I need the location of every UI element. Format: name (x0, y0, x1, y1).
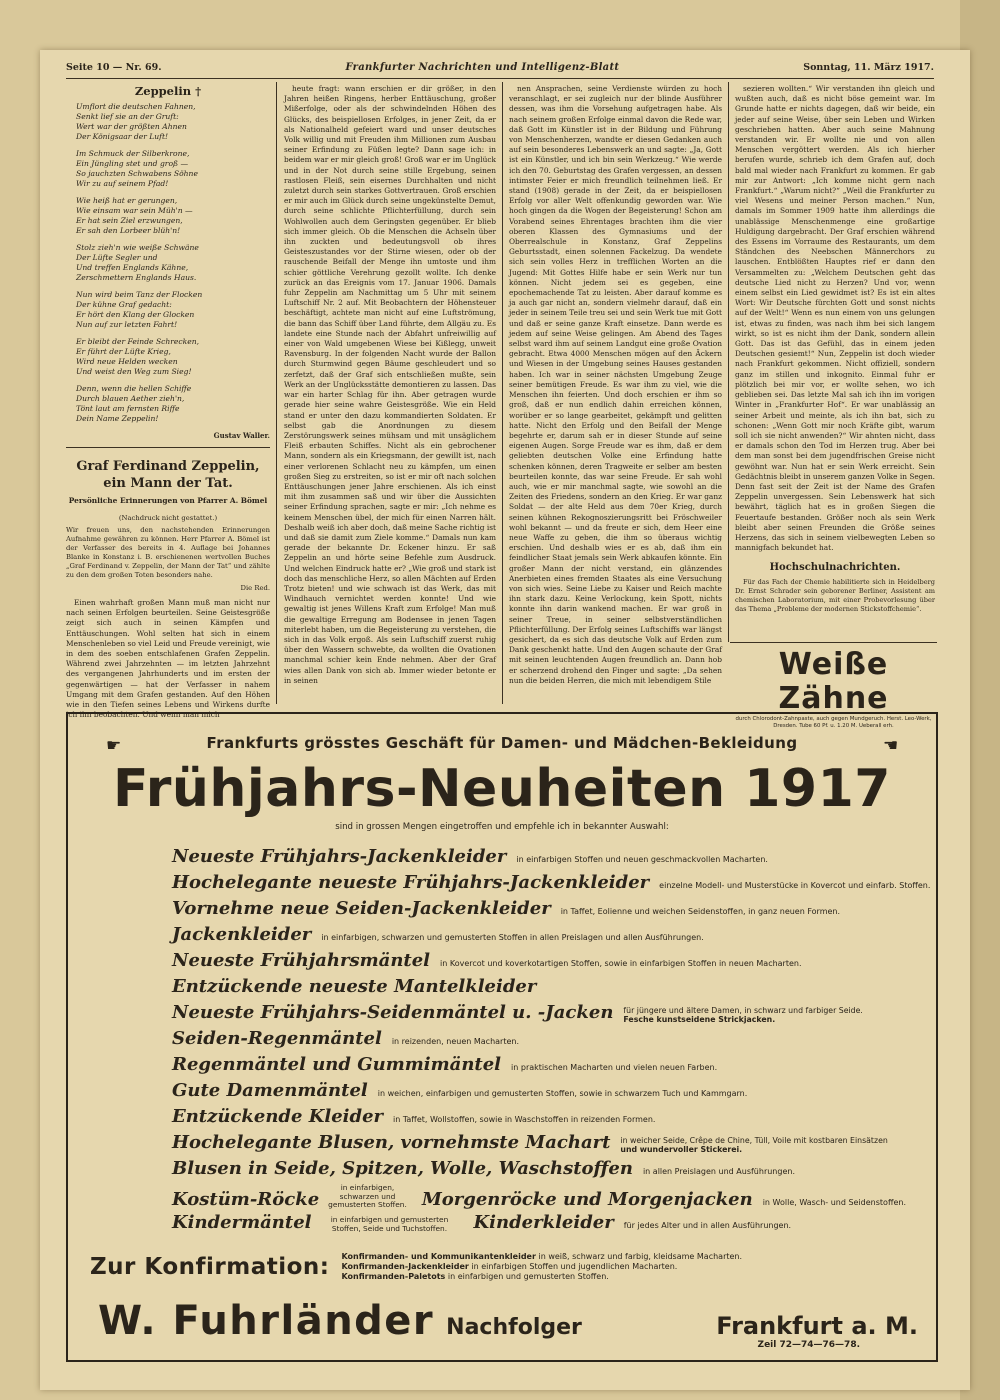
poem-line: Der Königsaar der Luft! (76, 132, 169, 142)
ad-item-desc: in Taffet, Wollstoffen, sowie in Waschstoffen in reizenden Formen. (393, 1115, 656, 1124)
poem-line: Nun auf zur letzten Fahrt! (76, 320, 178, 330)
ad-item-desc-line: und wundervoller Stickerei. (620, 1145, 743, 1154)
ad-item-name: Seiden-Regenmäntel (172, 1028, 382, 1049)
firm-suffix: Nachfolger (446, 1315, 582, 1340)
poem-author: Gustav Waller. (213, 431, 270, 441)
section-rule (66, 447, 270, 448)
pointing-hand-icon: ☛ (882, 736, 898, 756)
ad-item (172, 1158, 795, 1180)
ad-item-name: Entzückende Kleider (172, 1106, 383, 1127)
issue-date: Sonntag, 11. März 1917. (803, 61, 934, 73)
ad-tagline: Frankfurts grösstes Geschäft für Damen- und Mädchen-Bekleidung (206, 734, 798, 752)
ad-item-desc: in reizenden, neuen Macharten. (391, 1037, 520, 1046)
poem-line: So jauchzten Schwabens Söhne (76, 169, 198, 179)
ad-item (172, 950, 802, 972)
ad-item-desc: in weichen, einfarbigen und gemusterten Stoffen, sowie in schwarzem Tuch und Kammgarn. (377, 1089, 748, 1098)
reprint-note: (Nachdruck nicht gestattet.) (118, 513, 218, 522)
poem-line: Wie einsam war sein Müh'n — (76, 206, 193, 216)
column-divider (728, 82, 729, 642)
firm-city: Frankfurt a. M. (716, 1312, 918, 1340)
poem-line: Tönt laut am fernsten Riffe (76, 404, 180, 414)
poem-line: Wird neue Helden wecken (76, 357, 178, 367)
page-number: Seite 10 — Nr. 69. (66, 61, 162, 73)
confirmation-item (341, 1272, 742, 1282)
article-text-col3: nen Ansprachen, seine Verdienste würden zu hoch veranschlagt, er sei zugleich nur der blinde Ausführer dessen, was ihm die Vorsehung aufgetragen habe. Als nach seinem großen Erfolge einmal davon die Rede war, daß Gott im Künstler ist in der Bildung und Führung von Menschenherzen, wandte er diesen Gedanken auch auf sein besonderes Lebenswerk an und sagte: „Ja, Gott ist ein Künstler, und ich bin sein Werkzeug.“ Wie werde ich den 70. Geburtstag des Grafen vergessen, an dessen intimster Feier er mich freundlich teilnehmen ließ. Er stand (1908) gerade in der Zeit, da er beispiellosen Erfolg vor aller Welt offenkundig geworden war. Wie hoch gingen da die Wogen der Begeisterung! Schon am Vorabend seines Ehrentages brachten ihm die vier oberen Klassen des Gymnasiums und der Oberrealschule in Konstanz, Graf Zeppelins Geburtsstadt, einen solennen Fackelzug. Da wendete sich sein volles Herz in trefflichen Worten an die Jugend: Mit Gottes Hilfe habe er sein Werk nur tun können. Nicht jedem sei es gegeben, eine epochemachende Tat zu leisten. Aber darauf komme es ja auch gar nicht an, sondern vielmehr darauf, daß ein jeder in seinem Teile treu sei und sein Werk tue mit Gott und daß er seine ganze Kraft einsetze. Dann werde es jedem auf seine Weise gelingen. Am Abend des Tages selbst ward ihm auf seinem Landgut eine große Ovation gebracht. Etwa 4000 Menschen mögen auf den Äckern und Wiesen in der Umgebung seines Hauses gestanden haben. Ich war in seiner nächsten Umgebung Zeuge seiner bemütigen Freude. Es war ihm zu viel, wie die Menschen ihn feierten. Und doch erschien er ihm so groß, daß er nun endlich dahin erreichen können, worüber er so lange gearbeitet, gekämpft und gelitten hatte. Nicht den Erfolg und den Beifall der Menge begehrte er, darum sah er in dieser Stunde auf seine eigenen Augen. Sorge Freude war es ihm, daß er dem geliebten deutschen Volke eine Erfindung hatte schenken können, deren Tragweite er selber am besten beurteilen konnte, das war seine Freude. Er sah wohl auch, wie er mir manchmal sagte, wie sowohl an die Zeiten des Friedens, sondern an den Krieg. Er war ganz Soldat — der alte Held aus dem 70er Krieg, durch seinen kühnen Rekognoszierungsritt bei Fröschweiler wohl bekannt — und da freute er sich, dem Heer eine neue Waffe zu geben, die ihm so überaus wichtig erschien. Und deshalb wies er es ab, daß ihm ein feindlicher Staat jemals sein Werk abkaufen könnte. Ein großer Mann der nicht verstand, ein glänzendes Anerbieten eines fremden Staates als eine Versuchung von sich wies. Seine Liebe zu Kaiser und Reich machte ihn stark dazu. Keine Verlockung, kein Spott, nichts konnte ihn darin wankend machen. Er war groß in seiner Treue, in seiner selbstverständlichen Pflichterfüllung. Der Erfolg seines Luftschiffs war längst gesichert, da es sich das deutsche Volk auf Erden zum Dank geschenkt hatte. Und den Augen schaute der Graf mit seinen leuchtenden Augen freundlich an. Dann hob er scherzend drohend den Finger und sagte: „Da sehen nun die beiden Herren, die mich mit lebendigem Stile (509, 84, 722, 685)
poem-line: Wert war der größten Ahnen (76, 122, 187, 132)
ad-item (172, 1132, 888, 1154)
confirmation-list (341, 1252, 742, 1282)
firm-name: W. Fuhrländer (98, 1298, 435, 1344)
poem-line: Nun wird beim Tanz der Flocken (76, 290, 203, 300)
column-2 (284, 84, 496, 704)
ad-item-name: Blusen in Seide, Spitzen, Wolle, Waschstoffen (172, 1158, 633, 1179)
ad-item (172, 1080, 747, 1102)
poem-line: Wie heiß hat er gerungen, (76, 196, 178, 206)
poem-stanza (76, 243, 270, 283)
ad-item-name: Kinderkleider (473, 1212, 614, 1233)
ad-item-name: Neueste Frühjahrs-Seidenmäntel u. -Jacken (172, 1002, 614, 1023)
poem-stanza (76, 384, 270, 424)
confirmation-item-name: Konfirmanden-Jackenkleider (341, 1262, 469, 1271)
column-3 (509, 84, 722, 704)
poem-line: Er hat sein Ziel erzwungen, (76, 216, 183, 226)
confirmation-item-desc: in einfarbigen Stoffen und jugendlichen Macharten. (471, 1262, 678, 1271)
ad-item-name: Hochelegante neueste Frühjahrs-Jackenkleider (172, 872, 650, 893)
ad-item-name: Jackenkleider (172, 924, 312, 945)
ad-item-desc-line: für jüngere und ältere Damen, in schwarz und farbiger Seide. (623, 1006, 863, 1015)
ad-item-name: Neueste Frühjahrsmäntel (172, 950, 431, 971)
poem-line: Der Lüfte Segler und (76, 253, 158, 263)
poem-line: Und treffen Englands Kähne, (76, 263, 189, 273)
ad-item-name: Vornehme neue Seiden-Jackenkleider (172, 898, 551, 919)
ad-item-desc: in Kovercot und koverkotartigen Stoffen, sowie in einfarbigen Stoffen in neuen Macharten. (440, 959, 802, 968)
article-text-col1: Einen wahrhaft großen Mann muß man nicht nur nach seinen Erfolgen beurteilen. Seine Geistesgröße zeigt sich auch in seinen Kämpfen und Enttäuschungen. Wohl selten hat sich in einem Menschenleben so viel Leid und Freude vereinigt, wie in dem des soeben entschlafenen Grafen Zeppelin. Während zwei Jahrzehnten — im letzten Jahrzehnt des vergangenen Jahrhunderts und im ersten der gegenwärtigen — hat der Verfasser in nahem Umgang mit dem Grafen gestanden. Auf den Höhen wie in den Tiefen seines Lebens und Wirkens durfte ich ihn beobachten. Und wenn man mich (66, 598, 270, 720)
ad-item-desc: in allen Preislagen und Ausführungen. (642, 1167, 795, 1176)
ad-item-desc: in einfarbigen, schwarzen und gemusterten Stoffen. (328, 1183, 407, 1209)
poem-stanza (76, 337, 270, 377)
confirmation-item (341, 1252, 742, 1262)
poem-title: Zeppelin † (134, 84, 202, 98)
poem-line: Der kühne Graf gedacht: (76, 300, 172, 310)
poem-line: Senkt lief sie an der Gruft: (76, 112, 179, 122)
article-title-line-1: Graf Ferdinand Zeppelin, (76, 459, 260, 475)
confirmation-item-desc: in einfarbigen und gemusterten Stoffen. (447, 1272, 609, 1281)
ad-item-desc: in praktischen Macharten und vielen neuen Farben. (511, 1063, 718, 1072)
ad-item-desc-line: Fesche kunstseidene Strickjacken. (623, 1015, 776, 1024)
ad-item-name: Morgenröcke und Morgenjacken (421, 1188, 753, 1210)
article-text-col2: heute fragt: wann erschien er dir größer, in den Jahren heißen Ringens, herber Enttäuschung, großer Mißerfolge, oder als der schwindelnden Höhen des Glücks, des beispiellosen Erfolges, in jener Zeit, da er als Nationalheld gefeiert ward und unser deutsches Volk willig und mit Freuden ihm Millionen zum Ausbau seiner Erfindung zu Füßen legte? Dann sage ich: in beidem war er mir gleich groß! Groß war er im Unglück und in der Not durch seine stille Ergebung, seinen rastlosen Fleiß, sein eisernes Durchhalten und nicht zuletzt durch sein starkes Gottvertrauen. Groß erschien er mir auch im Glück durch seine ungekünstelte Demut, durch seine schlichte Pflichterfüllung, durch sein Wohlwollen auch dem Geringsten gegenüber. Er blieb sich immer gleich. Ob die Menschen die Achseln über ihn zuckten und bedeutungsvoll ob ihres Geisteszustandes vor der Stirne wiesen, oder ob der rauschende Beifall der Menge ihn umtoste und ihm schier göttliche Verehrung gezollt wollte. Ich denke zurück an das Ereignis vom 17. Januar 1906. Damals fuhr Zeppelin am Nachmittag um 5 Uhr mit seinem Luftschiff Nr. 2 auf. Mit Beobachtern der Höhensteuer beschäftigt, achtete man nicht auf eine Luftströmung, die bann das Schiff über Land führte, dem Allgäu zu. Es landete eine Stunde nach der Abfahrt unfreiwillig auf einer von Wald umgebenen Wiese bei Kißlegg, unweit Ravensburg. In der folgenden Nacht wurde der Ballon durch Sturmwind gegen Bäume geschleudert und so zerfetzt, daß der Graf sich entschließen mußte, sein Werk an der Unglücksstätte demontieren zu lassen. Das war ein harter Schlag für ihn. Aber getragen wurde gerade hier seine wahre Geistesgröße. Wie ein Held stand er unter den dazu kommandierten Soldaten. Er selbst gab die Anordnungen zu diesem Zerstörungswerk seines mühsam und mit unsäglichem Fleiß erbauten Schiffes. Nicht als ein gebrochener Mann, sondern als ein Kriegsmann, der gewillt ist, nach einer verlorenen Schlacht neu zu kämpfen, um einen großen Sieg zu erstreiten, so ist er mir oft nach solchen Enttäuschungen jener Jahre erschienen. Als ich einst mit ihm zusammen saß und wir über die Aussichten seiner Erfindung sprachen, sagte er mir: „Ich nehme es keinem Menschen übel, der mich für einen Narren hält. Deshalb weiß ich aber doch, daß meine Sache richtig ist und daß sie damit zum Ziele komme.“ Damals nun kam gerade der bekannte Dr. Eckener hinzu. Er saß Zeppelin an und hörte seine Befehle zum Ausdruck. Und welchen Eindruck hatte er? „Wie groß und stark ist doch das menschliche Herz, so allen Mächten auf Erden Trotz bieten! und wie schwach ist das Werk, das mit Windhauch vernichtet werden konnte! Und wie gewaltig ist jenes Willens Kraft zum Erfolge! Man muß die gewaltige Erregung am Bodensee in jenen Tagen miterlebt haben, um die Begeisterung zu verstehen, die sich in das Volk ergoß. Als sein Luftschiff zuerst ruhig über den Wassern schwebte, da wollten die Ovationen manchmal schier kein Ende nehmen. Aber der Graf wies allen Dank von sich ab. Immer wieder betonte er in seinen (284, 84, 496, 685)
ad-item-name: Kindermäntel (172, 1212, 312, 1233)
ad-item-desc (623, 1006, 863, 1024)
toothpaste-ad (730, 647, 937, 729)
header-rule (66, 78, 934, 79)
newspaper-title: Frankfurter Nachrichten und Intelligenz-Blatt (345, 61, 620, 73)
poem-stanza (76, 102, 270, 142)
poem-line: Im Schmuck der Silberkrone, (76, 149, 190, 159)
confirmation-item (341, 1262, 742, 1272)
poem-line: Ein Jüngling stet und groß — (76, 159, 189, 169)
poem-line: Wir zu auf seinem Pfad! (76, 179, 169, 189)
ad-double-item (172, 1184, 906, 1210)
ad-item (172, 898, 840, 920)
poem-line: Zerschmettern Englands Haus. (76, 273, 197, 283)
ad-item-name: Hochelegante Blusen, vornehmste Machart (172, 1132, 611, 1153)
pointing-hand-icon: ☛ (106, 736, 122, 756)
column-divider (502, 82, 503, 704)
firm-address: Zeil 72—74—76—78. (757, 1340, 860, 1350)
confirmation-item-name: Konfirmanden-Paletots (341, 1272, 446, 1281)
poem-stanzas (66, 102, 270, 424)
confirmation-label: Zur Konfirmation: (90, 1254, 330, 1280)
ad-headline: Frühjahrs-Neuheiten 1917 (113, 759, 891, 819)
poem-line: Denn, wenn die hellen Schiffe (76, 384, 192, 394)
firm-line (98, 1298, 918, 1344)
toothpaste-ad-headline: Weiße Zähne (778, 647, 889, 716)
poem-line: Er führt der Lüfte Krieg, (76, 347, 171, 357)
fashion-advertisement (66, 712, 938, 1362)
ad-item-desc: in einfarbigen, schwarzen und gemusterten Stoffen in allen Preislagen und allen Ausführungen. (321, 933, 704, 942)
ad-item-desc: einzelne Modell- und Musterstücke in Kovercot und einfarb. Stoffen. (659, 881, 931, 890)
article-subtitle: Persönliche Erinnerungen von Pfarrer A. Bömel (68, 496, 268, 506)
poem-line: Stolz zieh'n wie weiße Schwäne (76, 243, 199, 253)
ad-item-desc: in Wolle, Wasch- und Seidenstoffen. (762, 1197, 906, 1207)
ad-item-desc: für jedes Alter und in allen Ausführungen. (623, 1221, 792, 1230)
poem-line: Umflort die deutschen Fahnen, (76, 102, 196, 112)
ad-item-desc: in einfarbigen Stoffen und neuen geschmackvollen Macharten. (516, 855, 768, 864)
column-1 (66, 84, 270, 720)
confirmation-item-name: Konfirmanden- und Kommunikantenkleider (341, 1252, 536, 1261)
ad-intro: sind in grossen Mengen eingetroffen und empfehle ich in bekannter Auswahl: (335, 822, 669, 832)
page-header (66, 58, 934, 76)
ad-item-desc: in Taffet, Eolienne und weichen Seidenstoffen, in ganz neuen Formen. (560, 907, 841, 916)
article-title-line-2: ein Mann der Tat. (103, 476, 233, 492)
ad-item (172, 976, 536, 998)
ad-item-name: Entzückende neueste Mantelkleider (172, 976, 537, 997)
poem-line: Durch blauen Aether zieh'n, (76, 394, 185, 404)
article-title (66, 458, 270, 492)
confirmation-section (90, 1252, 742, 1282)
ad-item-desc-line: in weicher Seide, Crêpe de Chine, Tüll, Voile mit kostbaren Einsätzen (620, 1136, 888, 1145)
confirmation-item-desc: in weiß, schwarz und farbig, kleidsame Macharten. (538, 1252, 743, 1261)
ad-item-name: Kostüm-Röcke (172, 1188, 320, 1210)
poem-line: Er sah den Lorbeer blüh'n! (76, 226, 181, 236)
ad-double-item (172, 1212, 906, 1233)
column-divider (276, 82, 277, 704)
ad-item-name: Regenmäntel und Gummimäntel (172, 1054, 502, 1075)
ad-item (172, 1028, 519, 1050)
editor-note: Wir freuen uns, den nachstehenden Erinnerungen Aufnahme gewähren zu können. Herr Pfarrer A. Bömel ist der Verfasser des bereits in 4. Auflage bei Johannes Blanke in Konstanz i. B. erschienenen wertvollen Buches „Graf Ferdinand v. Zeppelin, der Mann der Tat“ und zählte zu den dem großen Toten besonders nahe. (66, 525, 270, 579)
ad-rule (730, 642, 937, 643)
poem-stanza (76, 149, 270, 189)
ad-item (172, 846, 768, 868)
toothpaste-ad-text: durch Chlorodont-Zahnpaste, auch gegen Mundgeruch. Herst. Leo-Werk, Dresden. Tube 60 Pf. u. 1.20 M. Ueberall erh. (735, 716, 932, 729)
ad-item (172, 1106, 655, 1128)
ad-item (172, 872, 930, 894)
ad-item-desc: in einfarbigen und gemusterten Stoffen, Seide und Tuchstoffen. (330, 1215, 449, 1233)
ad-item (172, 1002, 863, 1024)
ad-item-name: Neueste Frühjahrs-Jackenkleider (172, 846, 507, 867)
university-news-text: Für das Fach der Chemie habilitierte sich in Heidelberg Dr. Ernst Schrader sein geborener Berliner, Assistent am chemischen Laboratorium, mit einer Probevorlesung über das Thema „Probleme der modernen Stickstoffchemie“. (735, 577, 935, 613)
poem-line: Dein Name Zeppelin! (76, 414, 159, 424)
poem-line: Er hört den Klang der Glocken (76, 310, 195, 320)
column-4 (735, 84, 935, 640)
article-text-col4: sezieren wollten.“ Wir verstanden ihn gleich und wußten auch, daß es nicht böse gemeint war. Im Grunde hatte er nichts dagegen, daß wir beide, ein jeder auf seine Weise, über sein Leben und Wirken geschrieben hatten. Aber auch seine Mahnung verstanden wir. Er wollte nie und von allen Menschen vergöttert werden. Als ich hierher berufen wurde, schrieb ich dem Grafen auf, doch bald mal wieder nach Frankfurt zu kommen. Er gab mir zur Antwort: „Ich komme nicht gern nach Frankfurt.“ „Warum nicht?“ „Weil die Frankfurter zu viel Wesens und meiner Person machen.“ Nun, damals im Sommer 1909 hatte ihm allerdings die unablässige Menschenmenge eine großartige Huldigung dargebracht. Der Graf erschien während des Essens im Vorraume des Restaurants, um dem Ständchen des Neebschen Männerchors zu lauschen. Entblößten Hauptes rief er dann den Versammelten zu: „Welchem Deutschen geht das deutsche Lied nicht zu Herzen? Und vor, wenn einem selbst ein Lied gewidmet ist? Es ist ein altes Wort: Wir Deutsche fürchten Gott und sonst nichts auf der Welt!“ Wenn es nun einem von uns gelungen ist, etwas zu finden, was nach ihm bei sich langem wirkt, so ist es nicht ihm der Dank, sondern allein Gott. Das ist das Gefühl, das in einem jeden Deutschen gesiemt!“ Nun, Zeppelin ist doch wieder nach Frankfurt gekommen. Nicht offiziell, sondern ganz im stillen und inkognito. Einmal fuhr er plötzlich bei mir vor, er wollte sehen, wo ich geblieben sei. Das letzte Mal sah ich ihn im vorigen Winter in „Frankfurter Hof“. Er war unablässig an seiner Arbeit und meinte, als ich ihn bat, sich zu schonen: „Wenn Gott mir noch Kräfte gibt, warum soll ich sie nicht anwenden?“ Wir ahnten nicht, dass er damals schon den Tod im Herzen trug. Aber bei dem man sonst bei dem jugendfrischen Greise nicht gewöhnt war. Nun hat er sein Werk erreicht. Sein Gedächtnis bleibt in unserem ganzen Volke in Segen. Denn fast seit der Zeit ist der Name des Grafen Zeppelin unvergessen. Sein Lebenswerk hat sich bewährt, täglich hat es in großen Siegen die Feuertaufe bestanden. Größer noch als sein Werk bleibt aber seinen Freunden die Größe seines Herzens, das sich in seinem vielbewegten Leben so mannigfach bekundet hat. (735, 84, 935, 553)
ad-item-desc (620, 1136, 887, 1154)
ad-item (172, 1054, 717, 1076)
poem-line: Und weist den Weg zum Sieg! (76, 367, 192, 377)
university-news-heading: Hochschulnachrichten. (769, 562, 901, 574)
poem-stanza (76, 196, 270, 236)
editor-sign: Die Red. (240, 583, 270, 592)
ad-item-name: Gute Damenmäntel (172, 1080, 368, 1101)
poem-stanza (76, 290, 270, 330)
poem-line: Er bleibt der Feinde Schrecken, (76, 337, 200, 347)
ad-item (172, 924, 704, 946)
